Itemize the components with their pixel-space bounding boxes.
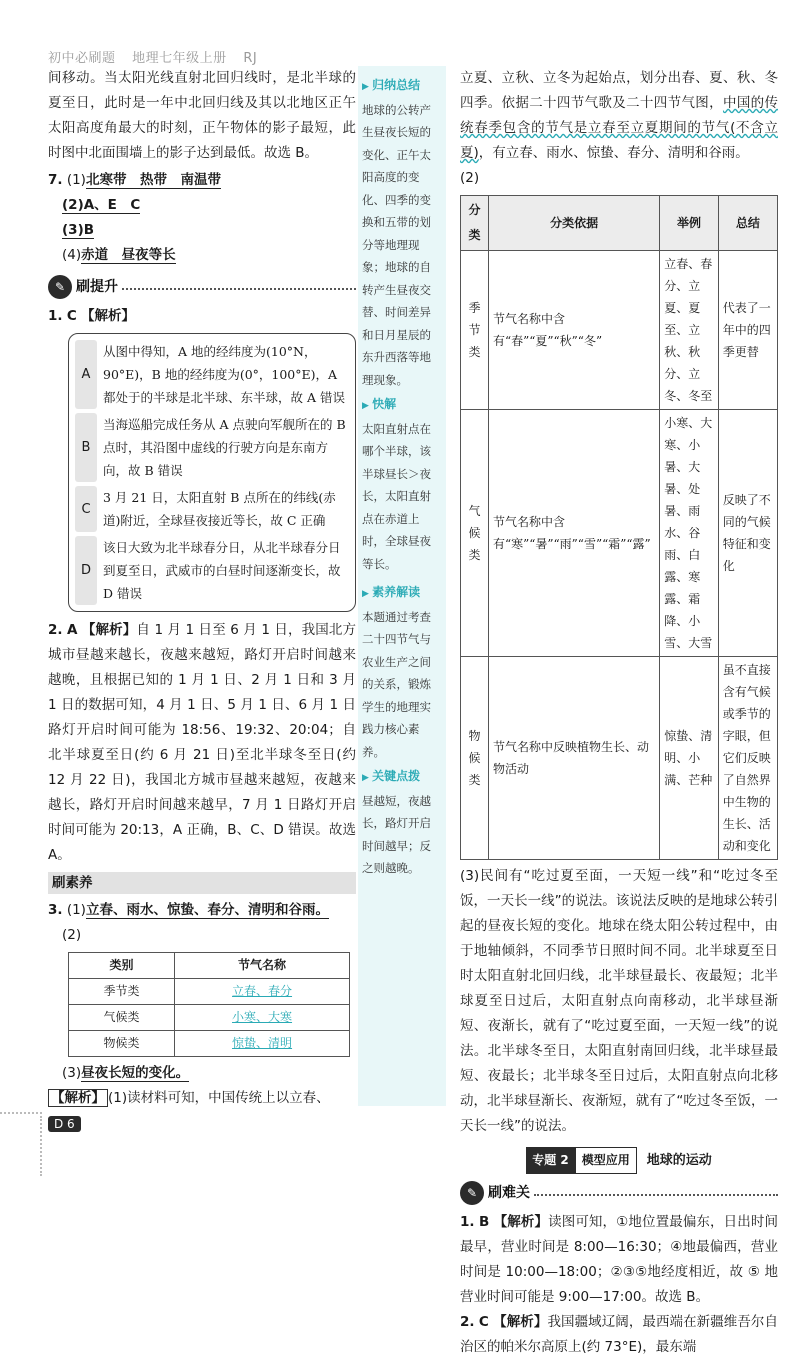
q2-block — [48, 618, 356, 868]
page-number: D 6 — [48, 1116, 81, 1132]
page-header — [48, 47, 269, 66]
q3-jiexi — [48, 1086, 356, 1111]
section-nanguan-title: 刷难关 — [488, 1184, 530, 1201]
table-row — [69, 1031, 350, 1057]
note-text: 太阳直射点在哪个半球，该半球昼长＞夜长，太阳直射点在赤道上时，全球昼夜等长。 — [362, 421, 431, 571]
table-row — [69, 979, 350, 1005]
q7-a1-prefix: (1) — [66, 172, 86, 188]
topic-tag: 专题 2 — [526, 1147, 575, 1174]
note-text: 昼越短，夜越长，路灯开启时间越早；反之则越晚。 — [362, 793, 431, 875]
r-q2-block — [460, 1310, 778, 1360]
book-title: 地理七年级上册 — [132, 51, 227, 66]
table-cell: 气候类 — [69, 1005, 175, 1031]
table-cell: 小寒、大寒、小暑、大暑、处暑、雨水、谷雨、白露、寒露、霜降、小雪、大雪 — [660, 410, 718, 657]
table-cell: 立春、春分、立夏、夏至、立秋、秋分、立冬、冬至 — [660, 251, 718, 410]
table-cell: 虽不直接含有气候或季节的字眼，但它们反映了自然界中生物的生长、活动和变化 — [718, 657, 777, 860]
table-header: 节气名称 — [175, 953, 350, 979]
option-text: 该日大致为北半球春分日，从北半球春分日到夏至日，武威市的白昼时间逐渐变长，故 D 错误 — [103, 540, 341, 601]
table-header: 举例 — [660, 196, 718, 251]
table-cell: 季节类 — [461, 251, 489, 410]
table-cell: 季节类 — [69, 979, 175, 1005]
table-cell: 惊蛰、清明 — [175, 1031, 350, 1057]
table-cell: 小寒、大寒 — [175, 1005, 350, 1031]
section-tisheng-title: 刷提升 — [76, 278, 118, 295]
table-header: 分类 — [461, 196, 489, 251]
note-text: 本题通过考查二十四节气与农业生产之间的关系，锻炼学生的地理实践力核心素养。 — [362, 609, 431, 759]
note-text: 地球的公转产生昼夜长短的变化、正午太阳高度的变化、四季的变换和五带的划分等地理现象；地球的自转产生昼夜交替、时间差异和日月星辰的东升西落等地理现象。 — [362, 102, 431, 387]
table-row — [461, 251, 778, 410]
r-q1-number: 1. — [460, 1214, 475, 1230]
options-box — [68, 333, 356, 612]
r-q1-tag: 【解析】 — [493, 1214, 549, 1230]
corner-divider — [40, 1116, 42, 1176]
q3-a3-prefix: (3) — [62, 1065, 82, 1081]
q2-text: 自 1 月 1 日至 6 月 1 日，我国北方城市昼越来越长，夜越来越短，路灯开启时间越来越晚，且根据已知的 1 月 1 日、2 月 1 日和 3 月 1 日的数据可知，4 月 1 日、5 月 1 日、6 月 1 日路灯开启时间可能为 18:56、19:32、20:04；自北半球夏至日(约 6 月 21 日)至北半球冬至日(约 12 月 22 日)，我国北方城市昼越来越短，夜越来越长，路灯开启时间越来越早，7 月 1 日路灯开启时间可能为 20:13，A 正确，B、C、D 错误。故选 A。 — [48, 622, 357, 863]
option-row — [75, 536, 349, 605]
jiexi-text: (1)读材料可知，中国传统上以立春、 — [108, 1090, 330, 1106]
table-row — [461, 410, 778, 657]
q2-tag: 【解析】 — [81, 622, 137, 638]
p1-text-underlined: 中国的传统春季包含的节气是立春至立夏期间的节气(不含立夏) — [460, 95, 779, 161]
term-table — [68, 952, 350, 1057]
option-key: A — [75, 340, 97, 409]
right-column — [460, 66, 778, 1360]
q7-answers — [48, 168, 356, 268]
section-tisheng — [48, 274, 356, 300]
q3-number: 3. — [48, 902, 63, 918]
option-row — [75, 340, 349, 409]
q3-a3-text: 昼夜长短的变化。 — [81, 1065, 190, 1081]
r-q2-tag: 【解析】 — [493, 1314, 548, 1330]
q7-a4-prefix: (4) — [62, 247, 82, 263]
table-header-row — [461, 196, 778, 251]
p1-text-b: ，有立春、雨水、惊蛰、春分、清明和谷雨。 — [478, 145, 749, 161]
q3-a1 — [48, 898, 356, 923]
option-text: 3 月 21 日，太阳直射 B 点所在的纬线(赤道)附近，全球昼夜接近等长，故 C 正确 — [103, 490, 336, 528]
edition-label: RJ — [243, 51, 258, 66]
note-title: ▶ 归纳总结 — [362, 74, 420, 99]
option-key: C — [75, 486, 97, 532]
q3-a1-prefix: (1) — [66, 902, 86, 918]
section-divider — [534, 1194, 778, 1196]
table-cell: 物候类 — [69, 1031, 175, 1057]
r-q2-text: 我国疆域辽阔，最西端在新疆维吾尔自治区的帕米尔高原上(约 73°E)，最东端 — [460, 1314, 778, 1355]
q7-a4: 赤道 昼夜等长 — [81, 247, 176, 263]
q3-a3 — [48, 1061, 356, 1086]
sub2-label: (2) — [460, 170, 480, 186]
table-cell: 节气名称中反映植物生长、动物活动 — [489, 657, 660, 860]
topic-banner — [460, 1147, 778, 1174]
series-title: 初中必刷题 — [48, 51, 116, 66]
q1-tag: 【解析】 — [81, 308, 136, 324]
option-text: 从图中得知，A 地的经纬度为(10°N，90°E)，B 地的经纬度为(0°，100°E)，A 都处于的半球是北半球、东半球，故 A 错误 — [103, 344, 345, 405]
brush-icon: ✎ — [48, 275, 72, 299]
note-title: ▶ 快解 — [362, 393, 396, 418]
q7-a1: 北寒带 热带 南温带 — [85, 172, 221, 188]
section-suyang: 刷素养 — [48, 872, 356, 894]
q1-answer: C — [66, 308, 77, 324]
q1-header — [48, 304, 356, 329]
q2-number: 2. — [48, 622, 63, 638]
table-header: 总结 — [718, 196, 777, 251]
section-nanguan — [460, 1180, 778, 1206]
table-cell: 节气名称中含有“寒”“暑”“雨”“雪”“霜”“露” — [489, 410, 660, 657]
table-cell: 立春、春分 — [175, 979, 350, 1005]
option-row — [75, 413, 349, 482]
q1-number: 1. — [48, 308, 63, 324]
corner-divider — [0, 1112, 42, 1114]
r-q1-answer: B — [478, 1214, 490, 1230]
right-paragraph-1 — [460, 66, 778, 166]
r-q1-text: 读图可知，①地位置最偏东，日出时间最早，营业时间是 8:00—16:30；④地最偏西，营业时间是 10:00—18:00；②③⑤地经度相近，故 ⑤ 地营业时间可能是 9:00—17:00。故选 B。 — [460, 1214, 778, 1305]
note-title: ▶ 素养解读 — [362, 581, 420, 606]
q2-answer: A — [66, 622, 78, 638]
p1-text-a: 立夏、立秋、立冬为起始点，划分出春、夏、秋、冬四季。依据二十四节气歌及二十四节气图， — [460, 70, 778, 111]
table-cell: 物候类 — [461, 657, 489, 860]
table-cell: 反映了不同的气候特征和变化 — [718, 410, 777, 657]
table-row — [461, 657, 778, 860]
q7-number: 7. — [48, 172, 63, 188]
classification-table — [460, 195, 778, 860]
topic-name: 地球的运动 — [646, 1153, 712, 1168]
sidebar-notes — [358, 66, 446, 1106]
section-divider — [122, 288, 356, 290]
r-q2-answer: C — [478, 1314, 489, 1330]
topic-model: 模型应用 — [575, 1147, 637, 1174]
q3-a2-label: (2) — [62, 927, 82, 943]
option-row — [75, 486, 349, 532]
jiexi-tag: 【解析】 — [48, 1089, 108, 1107]
q7-a3: (3)B — [62, 222, 95, 238]
brush-icon: ✎ — [460, 1181, 484, 1205]
r-q2-number: 2. — [460, 1314, 475, 1330]
table-cell: 惊蛰、清明、小满、芒种 — [660, 657, 718, 860]
note-title: ▶ 关键点拨 — [362, 765, 420, 790]
r-q1-block — [460, 1210, 778, 1310]
option-key: B — [75, 413, 97, 482]
option-key: D — [75, 536, 97, 605]
table-header: 类别 — [69, 953, 175, 979]
left-column — [48, 66, 356, 1111]
intro-paragraph: 间移动。当太阳光线直射北回归线时，是北半球的夏至日，此时是一年中北回归线及其以北地区正午太阳高度角最大的时刻，正午物体的影子最短，此时图中北面围墙上的影子达到最低。故选 B。 — [48, 70, 356, 161]
q7-a2: (2)A、E C — [62, 197, 141, 213]
right-paragraph-3: (3)民间有“吃过夏至面，一天短一线”和“吃过冬至饭，一天长一线”的说法。该说法反映的是地球公转引起的昼夜长短的变化。地球在绕太阳公转过程中，由于地轴倾斜，不同季节日照时间不同。北半球夏至日时太阳直射北回归线，北半球昼最长、夜最短；北半球夏至日过后，太阳直射点向南移动，北半球昼渐短、夜渐长，就有了“吃过夏至面，一天短一线”的说法。北半球冬至日，太阳直射南回归线，北半球昼最短、夜最长；北半球冬至日过后，太阳直射点向北移动，北半球昼渐长、夜渐短，就有了“吃过冬至饭，一天长一线”的说法。 — [460, 868, 778, 1134]
table-header: 分类依据 — [489, 196, 660, 251]
table-cell: 气候类 — [461, 410, 489, 657]
table-cell: 节气名称中含有“春”“夏”“秋”“冬” — [489, 251, 660, 410]
table-header-row — [69, 953, 350, 979]
table-row — [69, 1005, 350, 1031]
table-cell: 代表了一年中的四季更替 — [718, 251, 777, 410]
option-text: 当海巡船完成任务从 A 点驶向军舰所在的 B 点时，其沿图中虚线的行驶方向是东南方向，故 B 错误 — [103, 417, 346, 478]
q3-a1-text: 立春、雨水、惊蛰、春分、清明和谷雨。 — [85, 902, 329, 918]
